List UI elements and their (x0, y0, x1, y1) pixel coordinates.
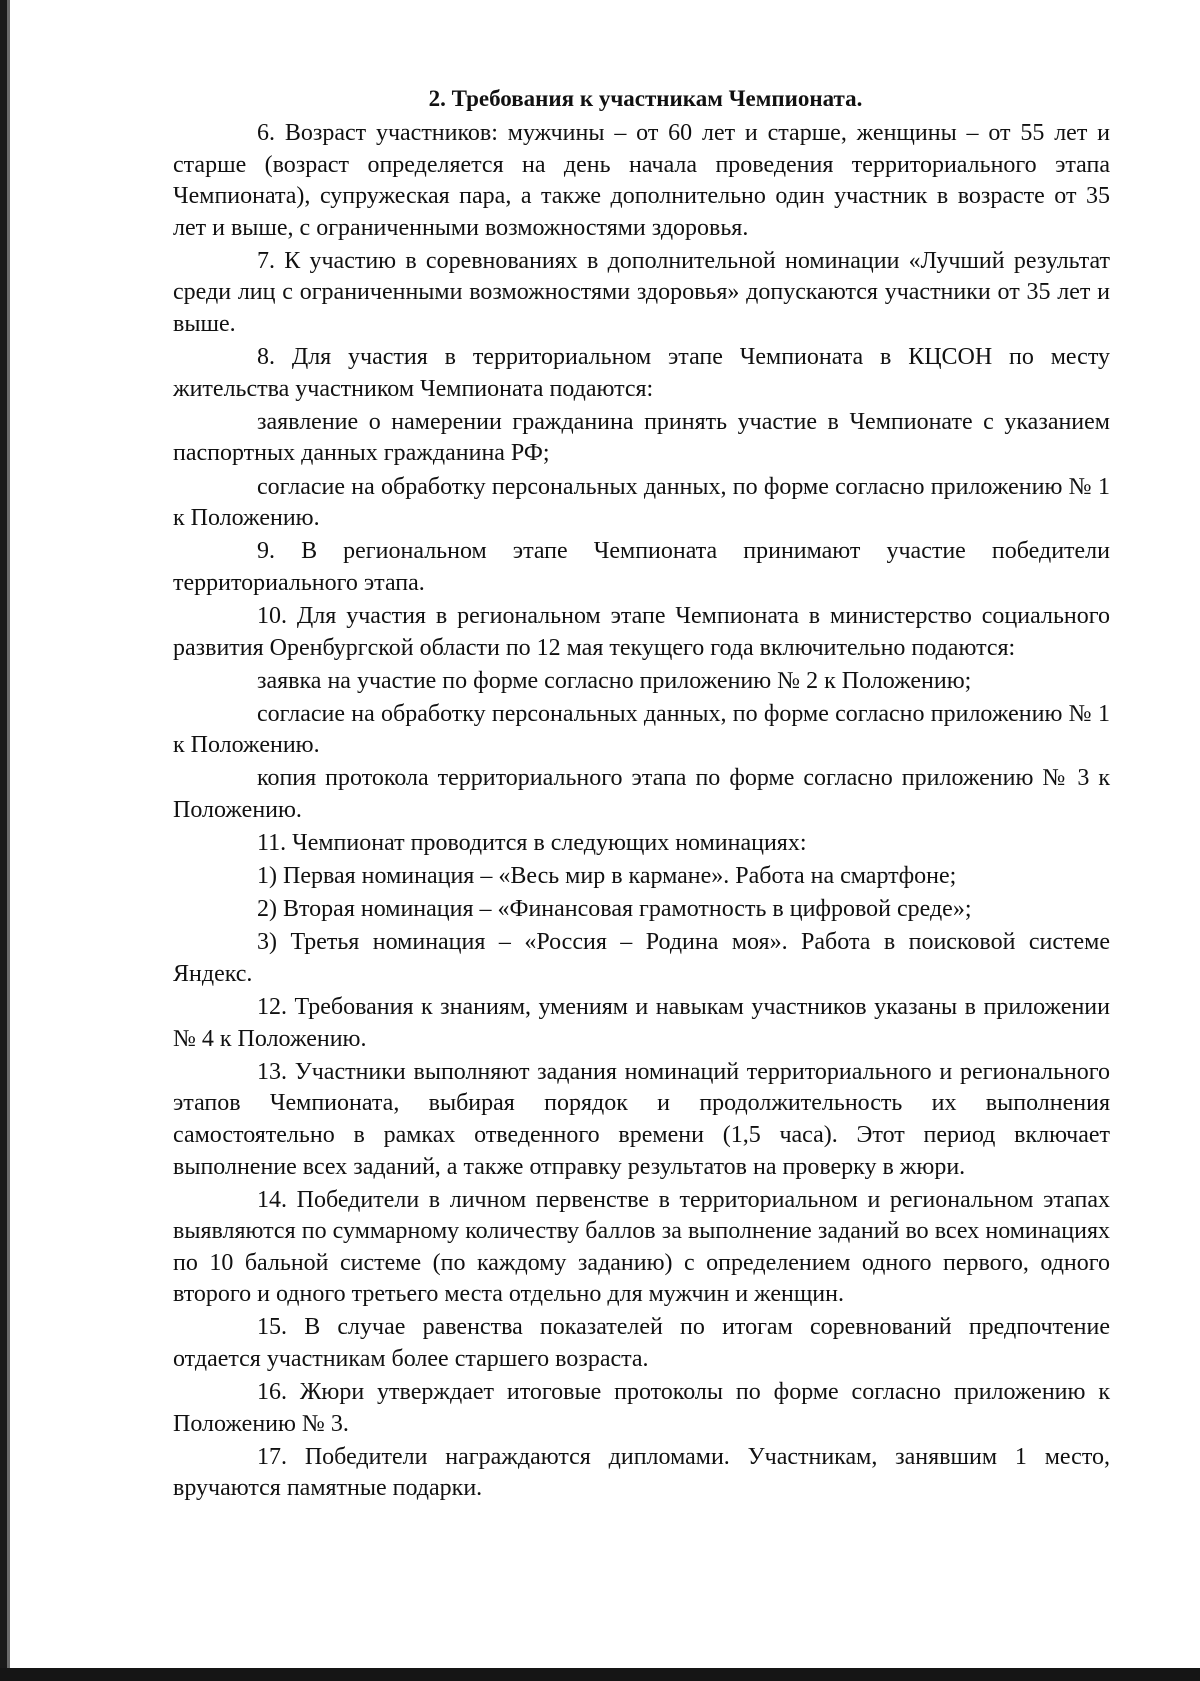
nomination-1: 1) Первая номинация – «Весь мир в кармане». Работа на смартфоне; (257, 863, 957, 890)
list-item-data-consent: согласие на обработку персональных данных, по форме согласно приложению № 1 к Положению. (173, 473, 1110, 532)
scan-border-left (0, 0, 7, 1681)
list-item-data-consent-regional: согласие на обработку персональных данных, по форме согласно приложению № 1 к Положению. (173, 700, 1110, 759)
paragraph-15-tie-break: 15. В случае равенства показателей по итогам соревнований предпочтение отдается участникам более старшего возраста. (173, 1314, 1110, 1373)
paragraph-8-territorial-documents: 8. Для участия в территориальном этапе Чемпионата в КЦСОН по месту жительства участником Чемпионата подаются: (173, 344, 1110, 402)
nomination-3: 3) Третья номинация – «Россия – Родина моя». Работа в поисковой системе Яндекс. (173, 929, 1110, 987)
paragraph-14-winners: 14. Победители в личном первенстве в территориальном и региональном этапах выявляются по суммарному количеству баллов за выполнение заданий во всех номинациях по 10 бальной системе (по каждому заданию) с определением одного первого, одного второго и одного третьего места отдельно для мужчин и женщин. (173, 1186, 1110, 1308)
paragraph-7-additional-nomination: 7. К участию в соревнованиях в дополнительной номинации «Лучший результат среди лиц с ограниченными возможностями здоровья» допускаются участники от 35 лет и выше. (173, 247, 1110, 338)
list-item-application-statement: заявление о намерении гражданина принять участие в Чемпионате с указанием паспортных данных гражданина РФ; (173, 408, 1110, 467)
nomination-2: 2) Вторая номинация – «Финансовая грамотность в цифровой среде»; (257, 896, 972, 923)
scan-border-bottom (0, 1668, 1200, 1681)
paragraph-9-regional-stage: 9. В региональном этапе Чемпионата принимают участие победители территориального этапа. (173, 538, 1110, 596)
paragraph-16-jury: 16. Жюри утверждает итоговые протоколы по форме согласно приложению к Положению № 3. (173, 1379, 1110, 1437)
paragraph-13-tasks: 13. Участники выполняют задания номинаций территориального и регионального этапов Чемпионата, выбирая порядок и продолжительность их выполнения самостоятельно в рамках отведенного времени (1,5 часа). Этот период включает выполнение всех заданий, а также отправку результатов на проверку в жюри. (173, 1058, 1110, 1180)
paragraph-17-awards: 17. Победители награждаются дипломами. Участникам, занявшим 1 место, вручаются памятные подарки. (173, 1443, 1110, 1502)
section-heading: 2. Требования к участникам Чемпионата. (428, 86, 863, 111)
document-page (173, 84, 1110, 1507)
paragraph-11-nominations: 11. Чемпионат проводится в следующих номинациях: (257, 830, 807, 857)
paragraph-10-regional-documents: 10. Для участия в региональном этапе Чемпионата в министерство социального развития Оренбургской области по 12 мая текущего года включительно подаются: (173, 602, 1110, 661)
list-item-participation-request: заявка на участие по форме согласно приложению № 2 к Положению; (257, 667, 972, 694)
paragraph-6-participant-age: 6. Возраст участников: мужчины – от 60 лет и старше, женщины – от 55 лет и старше (возраст определяется на день начала проведения территориального этапа Чемпионата), супружеская пара, а также дополнительно один участник в возрасте от 35 лет и выше, с ограниченными возможностями здоровья. (173, 120, 1110, 241)
list-item-protocol-copy: копия протокола территориального этапа по форме согласно приложению № 3 к Положению. (173, 765, 1110, 823)
paragraph-12-requirements: 12. Требования к знаниям, умениям и навыкам участников указаны в приложении № 4 к Положению. (173, 994, 1110, 1052)
